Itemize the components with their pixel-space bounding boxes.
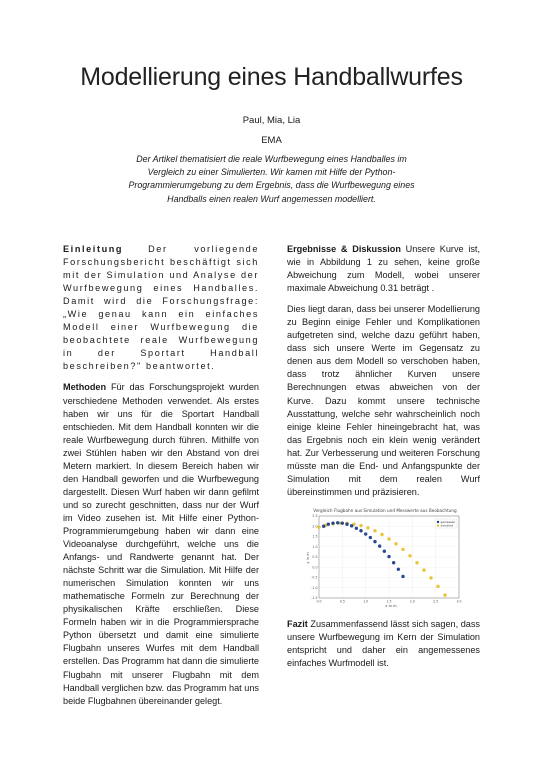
- fazit-text: Zusammenfassend lässt sich sagen, dass unsere Wurfbewegung im Kern der Simulation entspricht und daher ein angemessenes einfaches Wurfmodell ist.: [287, 619, 480, 669]
- data-point-gemessen: [369, 536, 372, 539]
- y-tick-label: -0.5: [311, 575, 318, 580]
- data-point-simuliert: [366, 526, 369, 529]
- intro-heading: Einleitung: [63, 244, 124, 254]
- data-point-gemessen: [401, 575, 404, 578]
- data-point-gemessen: [341, 521, 344, 524]
- conclusion-paragraph: [287, 618, 480, 670]
- legend-marker-gemessen: [437, 521, 439, 523]
- author-list: Paul, Mia, Lia: [242, 115, 301, 126]
- data-point-simuliert: [394, 542, 397, 545]
- x-tick-label: 1.0: [363, 599, 369, 604]
- x-axis-label: x in m: [385, 604, 397, 608]
- x-tick-label: 2.5: [433, 599, 439, 604]
- y-tick-label: 2.5: [312, 514, 318, 519]
- x-tick-label: 0.0: [316, 599, 322, 604]
- y-tick-label: 0.0: [312, 565, 318, 570]
- intro-paragraph: [63, 243, 259, 373]
- data-point-gemessen: [327, 523, 330, 526]
- data-point-gemessen: [387, 555, 390, 558]
- data-point-simuliert: [317, 526, 320, 529]
- methods-text: Für das Forschungsprojekt wurden verschiedene Methoden verwendet. Als erstes haben wir uns für die Sportart Handball entschieden. Mit dem Handball konnten wir die reale Wurfbewegung durch führen. Mithilfe von zwei Stühlen haben wir den Abstand von drei Metern markiert. In diesem Bereich haben wir den Handball geworfen und die Wurfbewegung dargestellt. Diesen Wurf haben wir dann gefilmt und so zurecht geschnitten, dass nur der Wurf im Video zusehen ist. Mit Hilfe einer Python-Programmierumgebung haben wir dann eine Videoanalyse durchgeführt, welche uns die Anfangs- und Randwerte genannt hat. Der nächste Schritt war die Simulation. Mit Hilfe der numerischen Simulation konnten wir uns mathematische Formeln zur Berechnung der physikalischen Kräfte erschließen. Diese Formeln haben wir in die Programmiersprache Python übersetzt und damit eine simulierte Flugbahn unseres Wurfes mit dem Handball erstellen. Das Programm hat dann die simulierte Flugbahn mit unserer Flugbahn mit dem Handball verglichen bzw. das Programm hat uns beide Flugbahnen übereinander gelegt.: [63, 382, 260, 706]
- data-point-simuliert: [429, 576, 432, 579]
- left-column: [63, 243, 259, 716]
- intro-text: Der vorliegende Forschungsbericht beschäftigt sich mit der Simulation und Analyse der Wurfbewegung eines Handballes. Damit wird die Forschungsfrage: „Wie genau kann ein einfaches Modell einer Wurfbewegung die beobachtete reale Wurfbewegung in der Sportart Handball beschreiben?" beantwortet.: [63, 244, 259, 372]
- data-point-simuliert: [401, 548, 404, 551]
- data-point-gemessen: [373, 540, 376, 543]
- data-point-simuliert: [422, 568, 425, 571]
- discussion-paragraph: [287, 303, 480, 499]
- data-point-gemessen: [322, 525, 325, 528]
- data-point-simuliert: [415, 561, 418, 564]
- y-axis-label: y in m: [306, 552, 310, 564]
- data-point-gemessen: [350, 524, 353, 527]
- legend-marker-simuliert: [437, 524, 439, 526]
- data-point-simuliert: [443, 593, 446, 596]
- x-tick-label: 1.5: [386, 599, 392, 604]
- y-tick-label: 1.0: [312, 544, 318, 549]
- methods-heading: Methoden: [63, 382, 107, 393]
- data-point-gemessen: [397, 568, 400, 571]
- x-tick-label: 2.0: [409, 599, 415, 604]
- results-paragraph: [287, 243, 480, 295]
- right-column: [287, 243, 480, 507]
- affiliation: EMA: [261, 135, 282, 146]
- data-point-simuliert: [359, 524, 362, 527]
- y-tick-label: 0.5: [312, 555, 318, 560]
- data-point-gemessen: [355, 527, 358, 530]
- data-point-gemessen: [331, 521, 334, 524]
- y-tick-label: -1.0: [311, 585, 318, 590]
- data-point-simuliert: [380, 533, 383, 536]
- abstract: Der Artikel thematisiert die reale Wurfbewegung eines Handballes im Vergleich zu einer Simulierten. Wir kamen mit Hilfe der Python-Programmierumgebung zu dem Ergebnis, dass die Wurfbewegung eines Handballs einen realen Wurf angemessen modelliert.: [128, 154, 415, 204]
- data-point-simuliert: [373, 529, 376, 532]
- y-tick-label: -1.5: [311, 596, 318, 601]
- results-text-2: Dies liegt daran, dass bei unserer Modellierung zu Beginn einige Fehler und Komplikationen aufgetreten sind, welche dazu geführt haben, dass sich unsere Werte im Gegensatz zu denen aus dem Modell so verschoben haben, dass trotz ähnlicher Kurven unsere Berechnungen etwas abweichen von der Kurve. Dazu kommt unsere technische Ausstattung, welche sehr wahrscheinlich noch einige kleine Fehler hineingebracht hat, was das Ergebnis noch ein klein wenig verändert hat. Zur Verbesserung und weiteren Forschung müsste man die End- und Anfangspunkte der Simulation mit dem realen Wurf übereinstimmen und präzisieren.: [287, 304, 480, 497]
- data-point-gemessen: [345, 523, 348, 526]
- methods-paragraph: [63, 381, 259, 707]
- trajectory-chart: [305, 506, 465, 608]
- data-point-simuliert: [436, 585, 439, 588]
- paper-title: Modellierung eines Handballwurfes: [80, 63, 463, 91]
- fazit-heading: Fazit: [287, 619, 308, 629]
- results-heading: Ergebnisse & Diskussion: [287, 244, 401, 254]
- x-tick-label: 0.5: [339, 599, 345, 604]
- data-point-simuliert: [387, 537, 390, 540]
- data-point-simuliert: [408, 554, 411, 557]
- data-point-gemessen: [383, 550, 386, 553]
- data-point-gemessen: [364, 532, 367, 535]
- data-point-gemessen: [392, 561, 395, 564]
- y-tick-label: 2.0: [312, 524, 318, 529]
- data-point-gemessen: [359, 529, 362, 532]
- y-tick-label: 1.5: [312, 534, 318, 539]
- data-point-gemessen: [336, 521, 339, 524]
- legend-label-simuliert: simuliert: [440, 523, 454, 528]
- legend-label-gemessen: gemessen: [440, 520, 456, 524]
- x-tick-label: 3.0: [456, 599, 462, 604]
- results-text-1: Unsere Kurve ist, wie in Abbildung 1 zu sehen, keine große Abweichung zum Modell, wobei unserer maximale Abweichung 0.31 beträgt .: [287, 244, 480, 294]
- chart-title: Vergleich Flugbahn aus Simulation und Messwerte aus Beobachtung: [313, 508, 457, 513]
- data-point-gemessen: [378, 544, 381, 547]
